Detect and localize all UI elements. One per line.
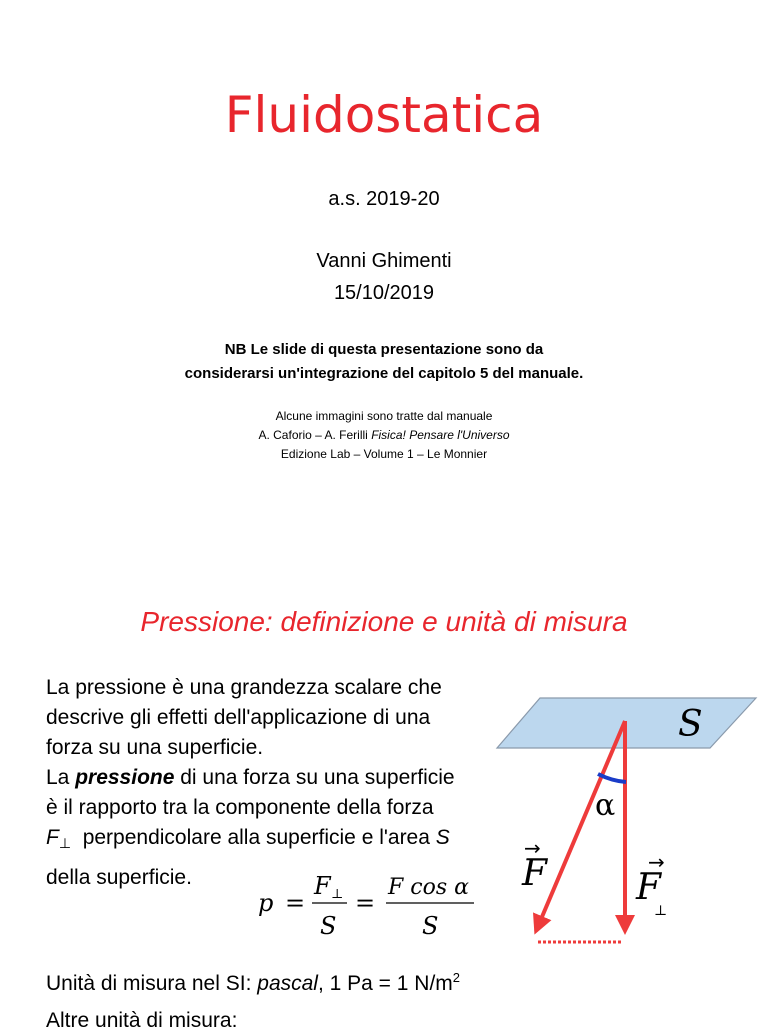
force-diagram bbox=[494, 693, 758, 955]
author-name: Vanni Ghimenti bbox=[316, 250, 452, 272]
formula-S1: S bbox=[320, 912, 337, 940]
force-symbol: F bbox=[46, 826, 59, 849]
body-line-7: della superficie. bbox=[46, 866, 192, 889]
section-title: Pressione: definizione e unità di misura bbox=[140, 606, 628, 637]
surface-label: S bbox=[678, 704, 703, 745]
perp-subscript: ⊥ bbox=[58, 835, 72, 851]
angle-label: α bbox=[595, 788, 616, 823]
exponent: 2 bbox=[452, 970, 461, 985]
formula-S2: S bbox=[422, 912, 439, 940]
pressure-formula bbox=[256, 868, 480, 940]
force-vector-arrow: → bbox=[524, 836, 541, 860]
perp-force-label: F bbox=[636, 867, 661, 908]
source-book-title: Fisica! Pensare l'Universo bbox=[371, 428, 510, 442]
body-text: Unità di misura nel SI: bbox=[46, 972, 258, 995]
body-text: perpendicolare alla superficie e l'area bbox=[71, 826, 436, 849]
pascal-term: pascal bbox=[257, 972, 318, 995]
formula-F: F bbox=[314, 872, 331, 900]
presentation-date: 15/10/2019 bbox=[333, 282, 435, 304]
note-line-1: NB Le slide di questa presentazione sono da bbox=[224, 341, 544, 358]
source-line-3: Edizione Lab – Volume 1 – Le Monnier bbox=[280, 447, 488, 461]
body-line-2: descrive gli effetti dell'applicazione di una bbox=[46, 706, 431, 729]
source-line-1: Alcune immagini sono tratte dal manuale bbox=[275, 409, 493, 423]
note-line-2: considerarsi un'integrazione del capitolo 5 del manuale. bbox=[184, 365, 584, 382]
force-label: F bbox=[522, 853, 547, 894]
formula-eq2: = bbox=[355, 889, 376, 917]
body-line-6 bbox=[46, 823, 450, 858]
perp-vector-arrow: → bbox=[648, 850, 665, 874]
area-symbol: S bbox=[435, 826, 450, 849]
body-text: La bbox=[46, 766, 76, 789]
school-year: a.s. 2019-20 bbox=[328, 188, 440, 210]
pressure-term: pressione bbox=[75, 766, 175, 789]
formula-perp: ⊥ bbox=[331, 887, 344, 902]
slide-title: Fluidostatica bbox=[224, 86, 544, 144]
force-arrow bbox=[536, 721, 625, 931]
source-authors: A. Caforio – A. Ferilli bbox=[258, 428, 372, 442]
body-text: di una forza su una superficie bbox=[174, 766, 455, 789]
other-units-line: Altre unità di misura: bbox=[46, 1009, 238, 1032]
body-line-1: La pressione è una grandezza scalare che bbox=[46, 676, 442, 699]
body-text: , 1 Pa = 1 N/m bbox=[317, 972, 453, 995]
formula-p: p bbox=[258, 889, 274, 917]
formula-Fcos: F cos α bbox=[388, 875, 469, 900]
body-line-4 bbox=[46, 763, 455, 793]
formula-eq1: = bbox=[285, 889, 306, 917]
body-line-5: è il rapporto tra la componente della forza bbox=[46, 796, 434, 819]
perp-force-subscript: ⊥ bbox=[654, 903, 668, 919]
angle-arc bbox=[598, 774, 626, 782]
source-line-2 bbox=[0, 426, 768, 445]
body-line-3: forza su una superficie. bbox=[46, 736, 264, 759]
units-line bbox=[46, 963, 460, 999]
